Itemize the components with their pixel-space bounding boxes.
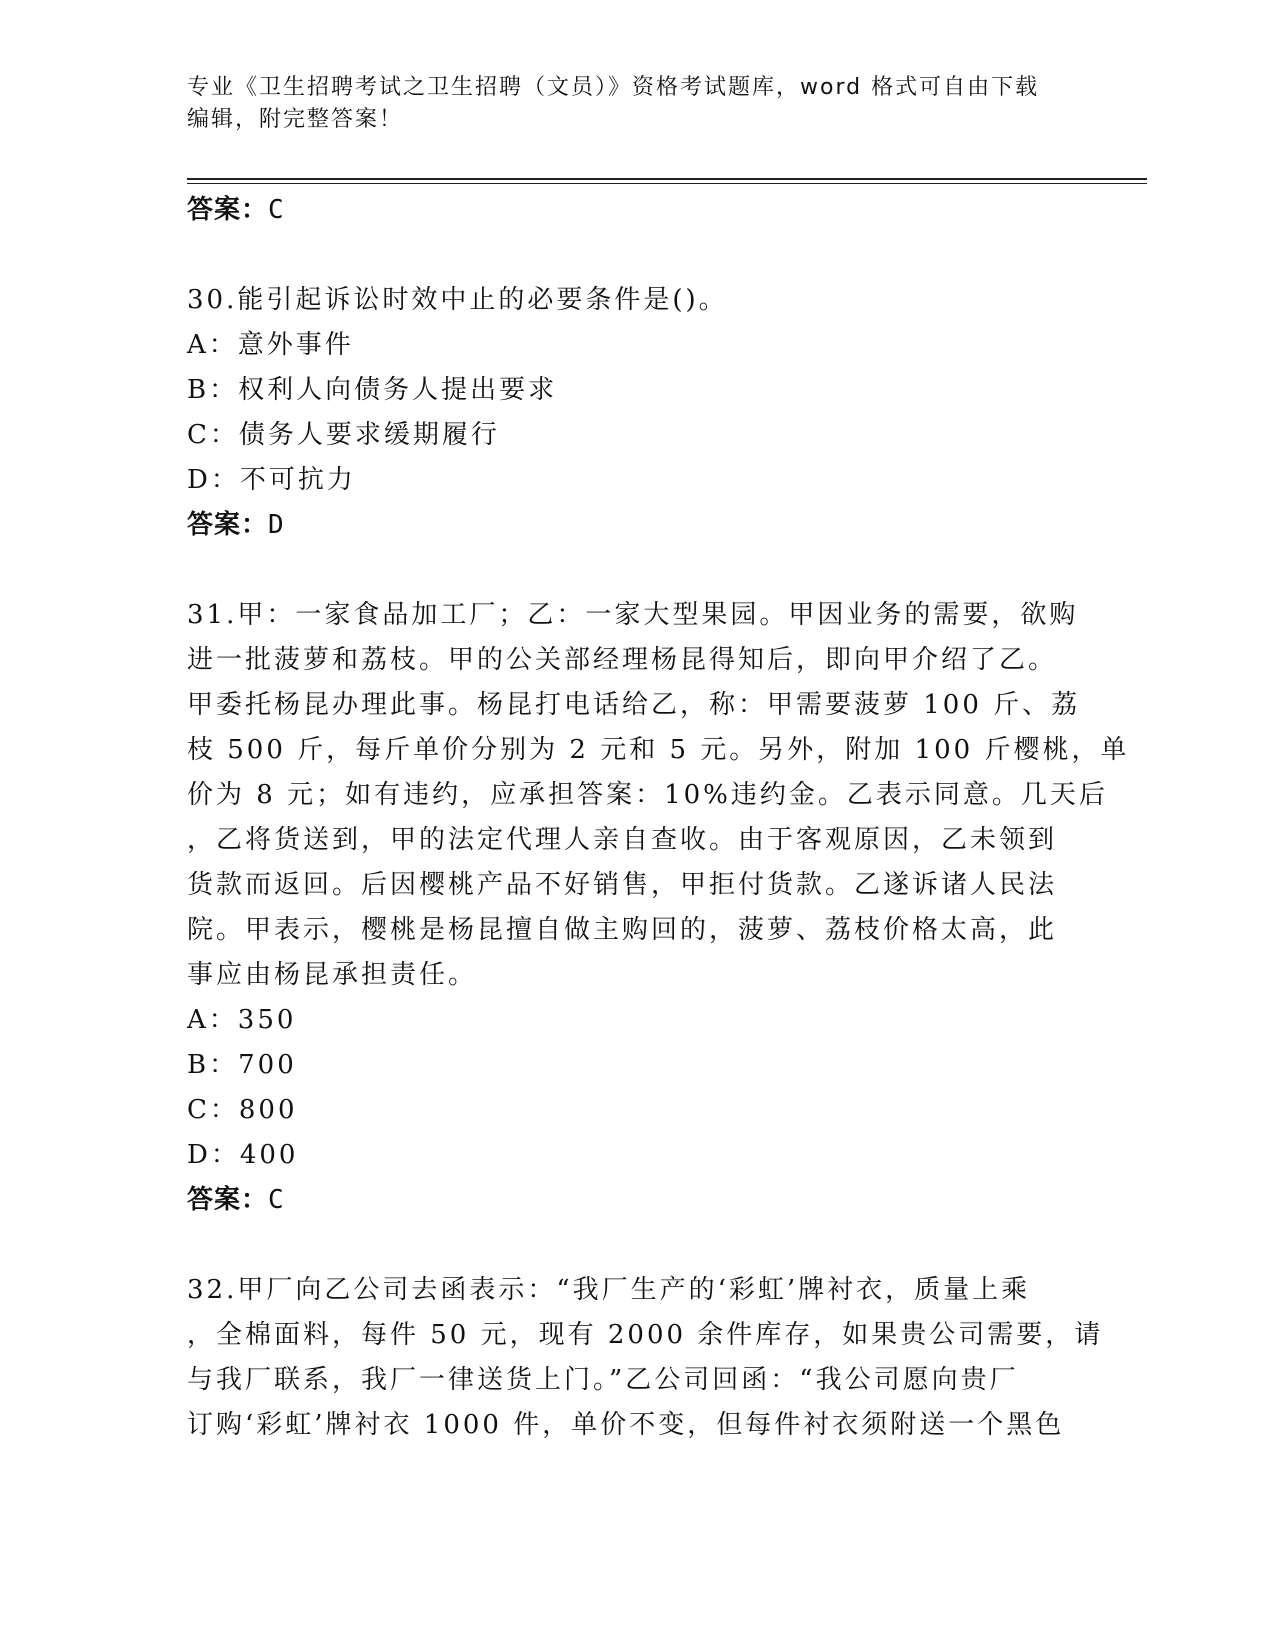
question-text-line: 货款而返回。后因樱桃产品不好销售，甲拒付货款。乙遂诉诸人民法	[187, 870, 1058, 900]
question-text-line: 进一批菠萝和荔枝。甲的公关部经理杨昆得知后，即向甲介绍了乙。	[187, 645, 1058, 675]
question-text-line: 事应由杨昆承担责任。	[187, 960, 478, 990]
question-text-line: 价为 8 元；如有违约，应承担答案：10%违约金。乙表示同意。几天后	[187, 780, 1108, 810]
answer-label: 答案：	[187, 195, 269, 225]
answer-30	[187, 503, 1087, 547]
question-31	[187, 593, 1130, 1222]
question-text-line: 院。甲表示，樱桃是杨昆擅自做主购回的，菠萝、荔枝价格太高，此	[187, 915, 1058, 945]
option-b: B：权利人向债务人提出要求	[187, 375, 558, 405]
question-content	[187, 188, 1130, 1448]
question-text-line: 甲委托杨昆办理此事。杨昆打电话给乙，称：甲需要菠萝 100 斤、荔	[187, 690, 1081, 720]
option-d: D：400	[187, 1140, 299, 1170]
header-line-1: 专业《卫生招聘考试之卫生招聘（文员）》资格考试题库，word 格式可自由下载	[187, 75, 1040, 100]
option-c: C：800	[187, 1095, 298, 1125]
header-rule	[187, 178, 1147, 180]
answer-value: D	[268, 510, 285, 540]
option-c: C：债务人要求缓期履行	[187, 420, 500, 450]
question-text-line: 31.甲：一家食品加工厂；乙：一家大型果园。甲因业务的需要，欲购	[187, 600, 1079, 630]
answer-value: C	[268, 1185, 285, 1215]
option-b: B：700	[187, 1050, 297, 1080]
question-30	[187, 278, 1087, 547]
answer-previous	[187, 188, 1087, 232]
answer-label: 答案：	[187, 1185, 269, 1215]
question-text-line: 与我厂联系，我厂一律送货上门。”乙公司回函：“我公司愿向贵厂	[187, 1365, 1019, 1395]
question-text-line: 32.甲厂向乙公司去函表示：“我厂生产的‘彩虹’牌衬衣，质量上乘	[187, 1275, 1031, 1305]
answer-value: C	[268, 195, 285, 225]
answer-label: 答案：	[187, 510, 269, 540]
question-text-line: 枝 500 斤，每斤单价分别为 2 元和 5 元。另外，附加 100 斤樱桃，单	[187, 735, 1130, 765]
question-text-line: 订购‘彩虹’牌衬衣 1000 件，单价不变，但每件衬衣须附送一个黑色	[187, 1410, 1065, 1440]
option-d: D：不可抗力	[187, 465, 356, 495]
answer-31	[187, 1178, 1087, 1222]
question-text-line: ，全棉面料，每件 50 元，现有 2000 余件库存，如果贵公司需要，请	[187, 1320, 1104, 1350]
option-a: A：意外事件	[187, 330, 354, 360]
question-text-line: ，乙将货送到，甲的法定代理人亲自查收。由于客观原因，乙未领到	[187, 825, 1058, 855]
header-line-2: 编辑，附完整答案！	[187, 107, 404, 132]
question-32	[187, 1268, 1104, 1448]
option-a: A：350	[187, 1005, 297, 1035]
question-text: 30.能引起诉讼时效中止的必要条件是()。	[187, 285, 728, 315]
header-rule-thin	[187, 183, 1147, 184]
page-header	[187, 72, 1087, 136]
